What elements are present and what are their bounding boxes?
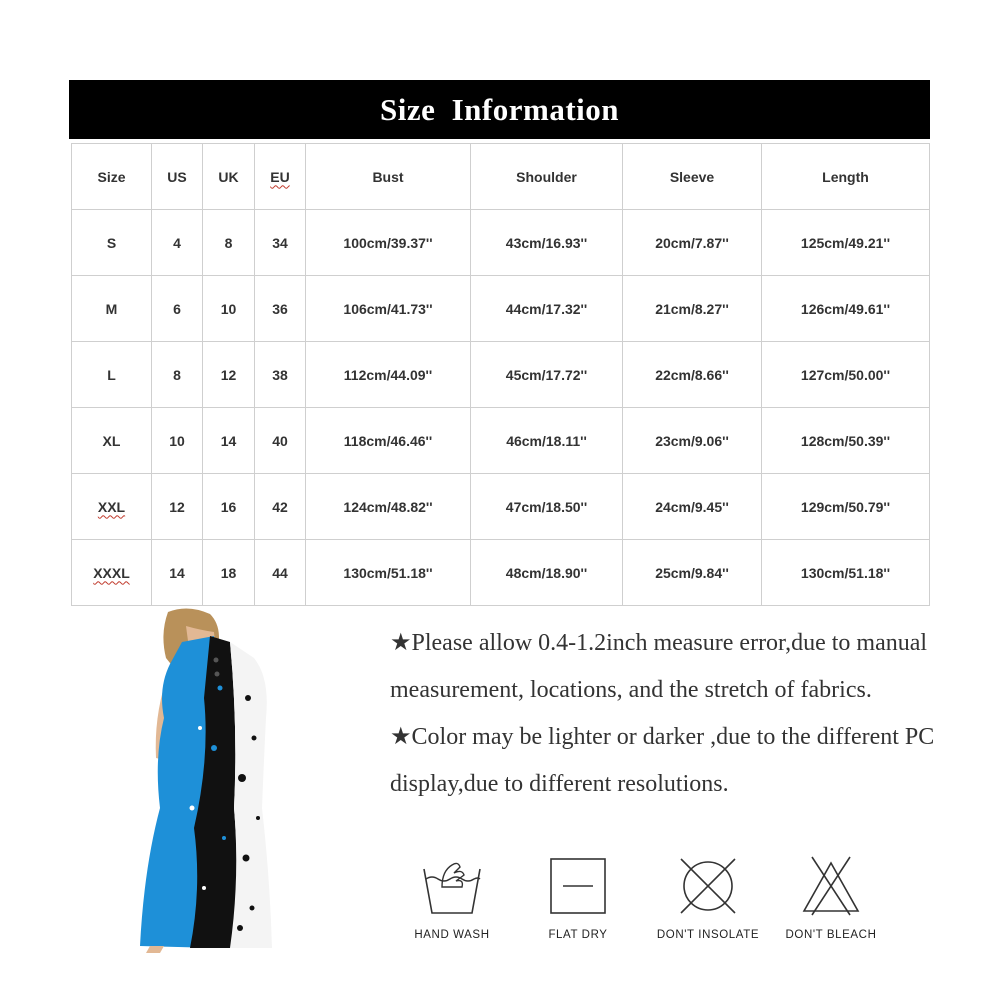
table-cell [72,474,152,540]
care-hand-wash [392,855,512,941]
table-cell: 43cm/16.93'' [471,210,623,276]
table-cell: 44cm/17.32'' [471,276,623,342]
table-cell: 106cm/41.73'' [306,276,471,342]
table-cell: 48cm/18.90'' [471,540,623,606]
table-cell: 34 [255,210,306,276]
table-cell: 14 [203,408,255,474]
table-cell [72,540,152,606]
page-title: Size Information [379,91,619,127]
table-cell: 44 [255,540,306,606]
table-cell: 124cm/48.82'' [306,474,471,540]
table-cell: 24cm/9.45'' [623,474,762,540]
table-cell: 6 [152,276,203,342]
dont-insolate-icon [675,855,741,917]
header-cell: Length [762,144,930,210]
table-cell: 16 [203,474,255,540]
dont-bleach-label: DON'T BLEACH [785,929,877,941]
table-cell: L [72,342,152,408]
flat-dry-label: FLAT DRY [548,929,608,941]
table-cell: 22cm/8.66'' [623,342,762,408]
table-cell: 126cm/49.61'' [762,276,930,342]
size-info-banner [69,80,930,139]
table-cell: 125cm/49.21'' [762,210,930,276]
table-cell: 127cm/50.00'' [762,342,930,408]
table-cell: 129cm/50.79'' [762,474,930,540]
header-cell: UK [203,144,255,210]
note-color: ★Color may be lighter or darker ,due to the different PC display,due to different resolutions. [390,724,935,797]
size-table [71,143,930,606]
table-row [72,408,930,474]
table-cell: 47cm/18.50'' [471,474,623,540]
care-dont-insolate [648,855,768,941]
table-cell: 128cm/50.39'' [762,408,930,474]
table-cell: M [72,276,152,342]
table-cell: 10 [203,276,255,342]
size-text: XXL [97,498,126,515]
table-cell: 46cm/18.11'' [471,408,623,474]
header-cell: Size [72,144,152,210]
header-text: EU [270,168,290,185]
table-cell: 12 [203,342,255,408]
table-cell: 12 [152,474,203,540]
table-row [72,276,930,342]
header-cell: Shoulder [471,144,623,210]
care-dont-bleach [771,855,891,941]
table-row [72,210,930,276]
care-flat-dry [518,855,638,941]
hand-wash-icon [418,855,486,917]
table-cell: 36 [255,276,306,342]
table-cell: 130cm/51.18'' [762,540,930,606]
table-row [72,342,930,408]
table-cell: 25cm/9.84'' [623,540,762,606]
table-cell: 8 [152,342,203,408]
hand-wash-label: HAND WASH [414,929,490,941]
header-cell: Sleeve [623,144,762,210]
table-row [72,474,930,540]
table-cell: 130cm/51.18'' [306,540,471,606]
notes-block [390,620,950,808]
note-measure-error: ★Please allow 0.4-1.2inch measure error,due to manual measurement, locations, and the stretch of fabrics. [390,630,928,703]
dont-bleach-icon [798,855,864,917]
table-cell: 40 [255,408,306,474]
table-cell: S [72,210,152,276]
table-cell: 118cm/46.46'' [306,408,471,474]
table-cell: 100cm/39.37'' [306,210,471,276]
table-cell: 18 [203,540,255,606]
table-cell: 23cm/9.06'' [623,408,762,474]
table-header-row [72,144,930,210]
flat-dry-icon [547,855,609,917]
table-row [72,540,930,606]
table-cell: XL [72,408,152,474]
header-cell: US [152,144,203,210]
table-cell: 4 [152,210,203,276]
header-cell [255,144,306,210]
header-cell: Bust [306,144,471,210]
table-cell: 45cm/17.72'' [471,342,623,408]
table-cell: 21cm/8.27'' [623,276,762,342]
table-cell: 14 [152,540,203,606]
table-cell: 42 [255,474,306,540]
table-cell: 10 [152,408,203,474]
table-cell: 38 [255,342,306,408]
dont-insolate-label: DON'T INSOLATE [656,929,760,941]
dress-model-image [130,608,290,953]
size-text: XXXL [93,564,130,581]
table-cell: 8 [203,210,255,276]
table-cell: 20cm/7.87'' [623,210,762,276]
table-cell: 112cm/44.09'' [306,342,471,408]
